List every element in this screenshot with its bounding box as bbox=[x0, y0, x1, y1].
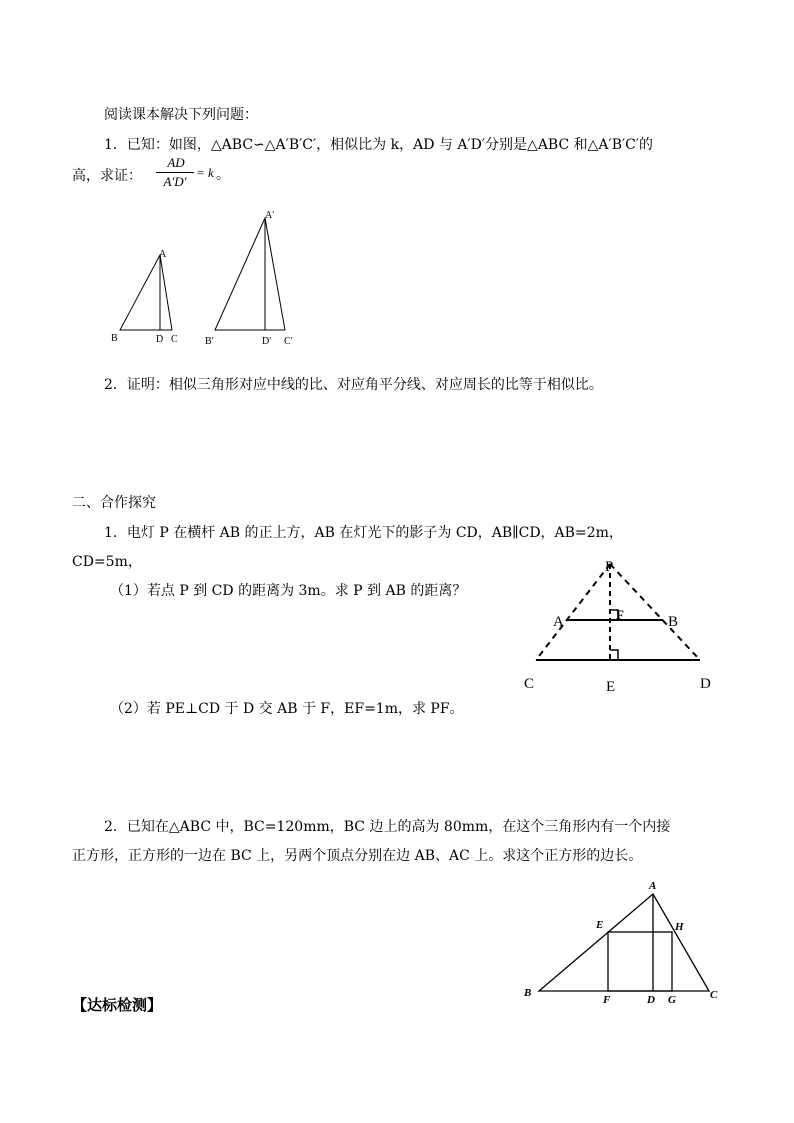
label-a: A bbox=[159, 249, 167, 260]
label-g: G bbox=[668, 994, 676, 1006]
problem-2-line-1: 2．已知在△ABC 中，BC=120mm，BC 边上的高为 80mm，在这个三角形内有一个内接 bbox=[104, 819, 671, 835]
problem-1-sub-2: （2）若 PE⊥CD 于 D 交 AB 于 F，EF=1m，求 PF。 bbox=[110, 701, 464, 717]
triangle-abc-prime bbox=[215, 218, 285, 330]
label-a: A bbox=[649, 880, 657, 892]
problem-2-line-2: 正方形，正方形的一边在 BC 上，另两个顶点分别在边 AB、AC 上。求这个正方形的边长。 bbox=[72, 848, 643, 864]
question-1-line-2: 高，求证： bbox=[72, 168, 142, 184]
label-f: F bbox=[603, 994, 611, 1006]
label-b: B bbox=[668, 614, 679, 630]
ray-pc bbox=[536, 564, 610, 660]
similar-triangles-figure bbox=[105, 205, 305, 350]
label-f: F bbox=[616, 607, 624, 622]
label-a-prime: A′ bbox=[265, 210, 275, 221]
problem-1-sub-1: （1）若点 P 到 CD 的距离为 3m。求 P 到 AB 的距离？ bbox=[110, 583, 467, 599]
right-angle-e bbox=[610, 650, 618, 660]
fraction-denominator: A′D′ bbox=[163, 174, 187, 189]
label-e: E bbox=[606, 679, 616, 695]
question-2: 2．证明：相似三角形对应中线的比、对应角平分线、对应周长的比等于相似比。 bbox=[104, 377, 603, 393]
question-1-line-1: 1．已知：如图，△ABC∽△A′B′C′，相似比为 k，AD 与 A′D′分别是△ABC 和△A′B′C′的 bbox=[104, 137, 654, 153]
fraction-bar bbox=[156, 172, 194, 173]
inscribed-square-figure bbox=[518, 872, 728, 1012]
label-d: D bbox=[700, 676, 711, 692]
label-c: C bbox=[524, 676, 535, 692]
label-b: B bbox=[524, 987, 532, 999]
problem-1-line-2: CD=5m， bbox=[72, 554, 142, 570]
label-c-prime: C′ bbox=[284, 336, 293, 347]
label-d: D bbox=[647, 994, 655, 1006]
label-c: C bbox=[710, 989, 718, 1001]
fraction-rhs: = k bbox=[196, 165, 214, 180]
label-b: B bbox=[111, 333, 118, 344]
fraction-numerator: AD bbox=[167, 155, 185, 170]
label-d: D bbox=[156, 334, 164, 345]
section-2-heading: 二、合作探究 bbox=[72, 495, 156, 511]
label-a: A bbox=[553, 614, 564, 630]
triangle-abc bbox=[120, 255, 172, 330]
lamp-shadow-figure bbox=[520, 552, 730, 697]
label-b-prime: B′ bbox=[205, 336, 214, 347]
fraction-period: 。 bbox=[216, 167, 230, 183]
label-e: E bbox=[596, 919, 604, 931]
label-h: H bbox=[675, 921, 684, 933]
label-d-prime: D′ bbox=[262, 336, 272, 347]
problem-1-line-1: 1．电灯 P 在横杆 AB 的正上方，AB 在灯光下的影子为 CD，AB∥CD，AB=2m， bbox=[104, 525, 623, 541]
label-c: C bbox=[171, 334, 178, 345]
square-efgh bbox=[608, 932, 672, 991]
section-3-heading: 【达标检测】 bbox=[72, 996, 163, 1014]
label-p: P bbox=[605, 559, 614, 575]
triangle-abc bbox=[539, 894, 709, 991]
intro-text: 阅读课本解决下列问题： bbox=[104, 107, 258, 123]
